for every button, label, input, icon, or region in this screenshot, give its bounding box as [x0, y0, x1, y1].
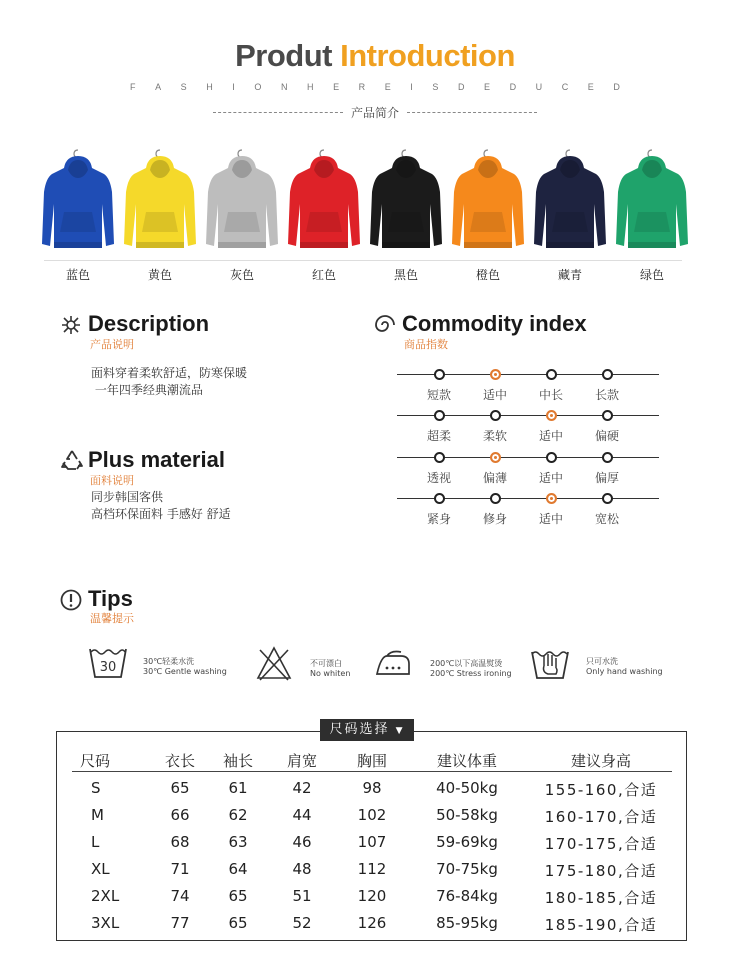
- hoodie-swatch[interactable]: [122, 148, 198, 256]
- size-value-cell: 85-95kg: [436, 914, 498, 932]
- size-value-cell: 107: [357, 833, 387, 851]
- size-value-cell: 61: [228, 779, 248, 797]
- index-dot[interactable]: [602, 369, 613, 380]
- material-line-2: 高档环保面料 手感好 舒适: [91, 507, 231, 521]
- size-label-cell: XL: [91, 860, 110, 878]
- color-label: 橙色: [475, 268, 500, 282]
- bleach-text: [310, 659, 350, 679]
- size-value-cell: 112: [357, 860, 387, 878]
- title-part-2: Introduction: [340, 38, 515, 73]
- size-header-cell: 胸围: [356, 752, 387, 770]
- size-header-cell: 袖长: [222, 752, 253, 770]
- size-value-cell: 64: [228, 860, 248, 878]
- index-label: 修身: [482, 512, 507, 526]
- tagline-letter: E: [484, 82, 491, 92]
- size-label-cell: S: [91, 779, 101, 797]
- material-text: [91, 489, 231, 523]
- index-label: 适中: [482, 388, 507, 402]
- iron-text: [430, 659, 512, 679]
- size-value-cell: 185-190,合适: [544, 916, 658, 934]
- tagline-letter: S: [432, 82, 439, 92]
- size-value-cell: 180-185,合适: [544, 889, 658, 907]
- tagline-letter: O: [254, 82, 262, 92]
- caret-down-icon: ▼: [395, 726, 405, 736]
- recycle-icon: [60, 449, 84, 471]
- size-table-rule: [72, 771, 672, 772]
- size-select-label: 尺码选择: [329, 722, 390, 737]
- no-bleach-icon: [256, 643, 292, 683]
- index-row: [397, 368, 659, 402]
- size-label-cell: M: [91, 806, 104, 824]
- tagline-letter: U: [535, 82, 543, 92]
- index-label: 短款: [426, 388, 451, 402]
- index-label: 柔软: [482, 429, 507, 443]
- color-label: 灰色: [229, 268, 254, 282]
- color-swatches: [40, 148, 680, 258]
- material-line-1: 同步韩国客供: [91, 490, 164, 504]
- index-label: 中长: [538, 388, 563, 402]
- index-dot[interactable]: [434, 369, 445, 380]
- bleach-cn: 不可漂白: [310, 659, 342, 668]
- size-value-cell: 170-175,合适: [544, 835, 658, 853]
- hoodie-swatch[interactable]: [532, 148, 608, 256]
- size-value-cell: 50-58kg: [436, 806, 498, 824]
- swirl-icon: [374, 314, 396, 336]
- size-value-cell: 44: [292, 806, 312, 824]
- description-line-1: 面料穿着柔软舒适，防寒保暖: [91, 366, 248, 380]
- iron-en: 200℃ Stress ironing: [430, 669, 512, 678]
- index-label: 适中: [538, 512, 563, 526]
- index-dot-selected[interactable]: [546, 410, 557, 421]
- tagline-letter: D: [613, 82, 620, 92]
- section-label-row: [205, 104, 545, 121]
- color-label: 绿色: [639, 268, 664, 282]
- index-row: [397, 409, 659, 443]
- size-label-cell: 3XL: [91, 914, 120, 932]
- size-value-cell: 59-69kg: [436, 833, 498, 851]
- tips-title: Tips: [88, 586, 133, 611]
- tagline-letter: H: [307, 82, 314, 92]
- size-value-cell: 98: [362, 779, 382, 797]
- hand-wash-icon: [530, 643, 570, 683]
- tagline-letter: E: [384, 82, 391, 92]
- index-dot[interactable]: [434, 452, 445, 463]
- color-label: 藏青: [557, 268, 582, 282]
- description-line-2: 一年四季经典潮流品: [91, 383, 203, 397]
- commodity-subtitle: 商品指数: [404, 338, 448, 351]
- hoodie-swatch[interactable]: [368, 148, 444, 256]
- size-value-cell: 42: [292, 779, 312, 797]
- description-subtitle: 产品说明: [90, 338, 134, 351]
- size-value-cell: 62: [228, 806, 248, 824]
- size-select-tag[interactable]: [320, 719, 414, 741]
- index-label: 长款: [594, 388, 619, 402]
- tagline-letter: C: [561, 82, 569, 92]
- iron-icon: [373, 643, 413, 683]
- size-value-cell: 70-75kg: [436, 860, 498, 878]
- index-dot[interactable]: [434, 493, 445, 504]
- tagline-letter: I: [232, 82, 235, 92]
- index-dot[interactable]: [602, 452, 613, 463]
- hand-cn: 只可水洗: [586, 657, 618, 666]
- wash-cn: 30℃轻柔水洗: [143, 657, 195, 666]
- description-title: Description: [88, 311, 210, 336]
- index-label: 紧身: [426, 512, 451, 526]
- wash-en: 30℃ Gentle washing: [143, 667, 227, 676]
- tagline-letter: E: [587, 82, 594, 92]
- size-value-cell: 40-50kg: [436, 779, 498, 797]
- tagline-letter: N: [280, 82, 288, 92]
- size-label-cell: L: [91, 833, 100, 851]
- size-header-cell: 衣长: [164, 752, 195, 770]
- size-value-cell: 71: [170, 860, 190, 878]
- tagline-letter: H: [206, 82, 213, 92]
- iron-cn: 200℃以下高温熨烫: [430, 659, 503, 668]
- index-label: 透视: [426, 471, 451, 485]
- index-dot-selected[interactable]: [490, 369, 501, 380]
- color-labels: [40, 266, 680, 282]
- index-dot[interactable]: [434, 410, 445, 421]
- tips-subtitle: 温馨提示: [90, 612, 134, 625]
- index-dot[interactable]: [602, 410, 613, 421]
- size-value-cell: 46: [292, 833, 312, 851]
- size-value-cell: 65: [170, 779, 190, 797]
- size-value-cell: 63: [228, 833, 248, 851]
- index-dot-selected[interactable]: [490, 452, 501, 463]
- tagline-letter: E: [333, 82, 340, 92]
- size-value-cell: 65: [228, 914, 248, 932]
- index-dot[interactable]: [546, 369, 557, 380]
- color-label: 蓝色: [65, 268, 90, 282]
- material-title: Plus material: [88, 447, 225, 472]
- size-value-cell: 160-170,合适: [544, 808, 658, 826]
- divider: [44, 260, 682, 261]
- size-value-cell: 126: [357, 914, 387, 932]
- index-dot[interactable]: [546, 452, 557, 463]
- size-value-cell: 120: [357, 887, 387, 905]
- size-header-cell: 尺码: [80, 752, 111, 770]
- index-label: 偏厚: [594, 471, 619, 485]
- size-header-cell: 建议体重: [436, 752, 497, 770]
- index-label: 偏薄: [482, 471, 507, 485]
- tagline-letter: D: [457, 82, 465, 92]
- hoodie-swatch[interactable]: [450, 148, 526, 256]
- wash-temp: 30: [99, 660, 117, 675]
- index-dot-selected[interactable]: [546, 493, 557, 504]
- size-value-cell: 76-84kg: [436, 887, 498, 905]
- index-label: 适中: [538, 429, 563, 443]
- size-value-cell: 65: [228, 887, 248, 905]
- size-header-cell: 肩宽: [286, 752, 317, 770]
- hoodie-swatch[interactable]: [614, 148, 690, 256]
- sparkle-icon: [60, 314, 82, 336]
- tagline-letter: F: [130, 82, 136, 92]
- tagline-letter: I: [410, 82, 413, 92]
- index-label: 超柔: [426, 429, 451, 443]
- warning-icon: [60, 589, 82, 611]
- size-value-cell: 77: [170, 914, 190, 932]
- index-label: 宽松: [594, 512, 619, 526]
- title-part-1: Produt: [235, 38, 332, 73]
- material-subtitle: 面料说明: [90, 474, 134, 487]
- bleach-en: No whiten: [310, 669, 351, 678]
- size-header-cell: 建议身高: [570, 752, 631, 770]
- size-value-cell: 48: [292, 860, 312, 878]
- hand-en: Only hand washing: [586, 667, 663, 676]
- description-text: [91, 365, 247, 399]
- index-row: [397, 492, 659, 526]
- size-value-cell: 68: [170, 833, 190, 851]
- size-value-cell: 155-160,合适: [544, 781, 658, 799]
- page-title: [0, 38, 750, 74]
- size-value-cell: 66: [170, 806, 190, 824]
- section-label: 产品简介: [351, 106, 400, 120]
- hoodie-swatch[interactable]: [204, 148, 280, 256]
- index-row: [397, 451, 659, 485]
- size-value-cell: 74: [170, 887, 190, 905]
- index-dot[interactable]: [490, 493, 501, 504]
- size-value-cell: 175-180,合适: [544, 862, 658, 880]
- wash-30-icon: [88, 643, 128, 683]
- size-value-cell: 52: [292, 914, 312, 932]
- wash-text: [143, 657, 227, 677]
- tagline: [130, 82, 620, 92]
- color-label: 黑色: [393, 268, 418, 282]
- tagline-letter: D: [509, 82, 517, 92]
- index-label: 适中: [538, 471, 563, 485]
- size-value-cell: 102: [357, 806, 387, 824]
- color-label: 红色: [311, 268, 336, 282]
- hand-wash-text: [586, 657, 663, 677]
- index-label: 偏硬: [594, 429, 619, 443]
- size-value-cell: 51: [292, 887, 312, 905]
- tagline-letter: R: [358, 82, 366, 92]
- hoodie-swatch[interactable]: [40, 148, 116, 256]
- hoodie-swatch[interactable]: [286, 148, 362, 256]
- tagline-letter: S: [180, 82, 187, 92]
- index-dot[interactable]: [602, 493, 613, 504]
- index-dot[interactable]: [490, 410, 501, 421]
- color-label: 黄色: [147, 268, 172, 282]
- size-label-cell: 2XL: [91, 887, 120, 905]
- tagline-letter: A: [155, 82, 162, 92]
- commodity-title: Commodity index: [402, 311, 587, 336]
